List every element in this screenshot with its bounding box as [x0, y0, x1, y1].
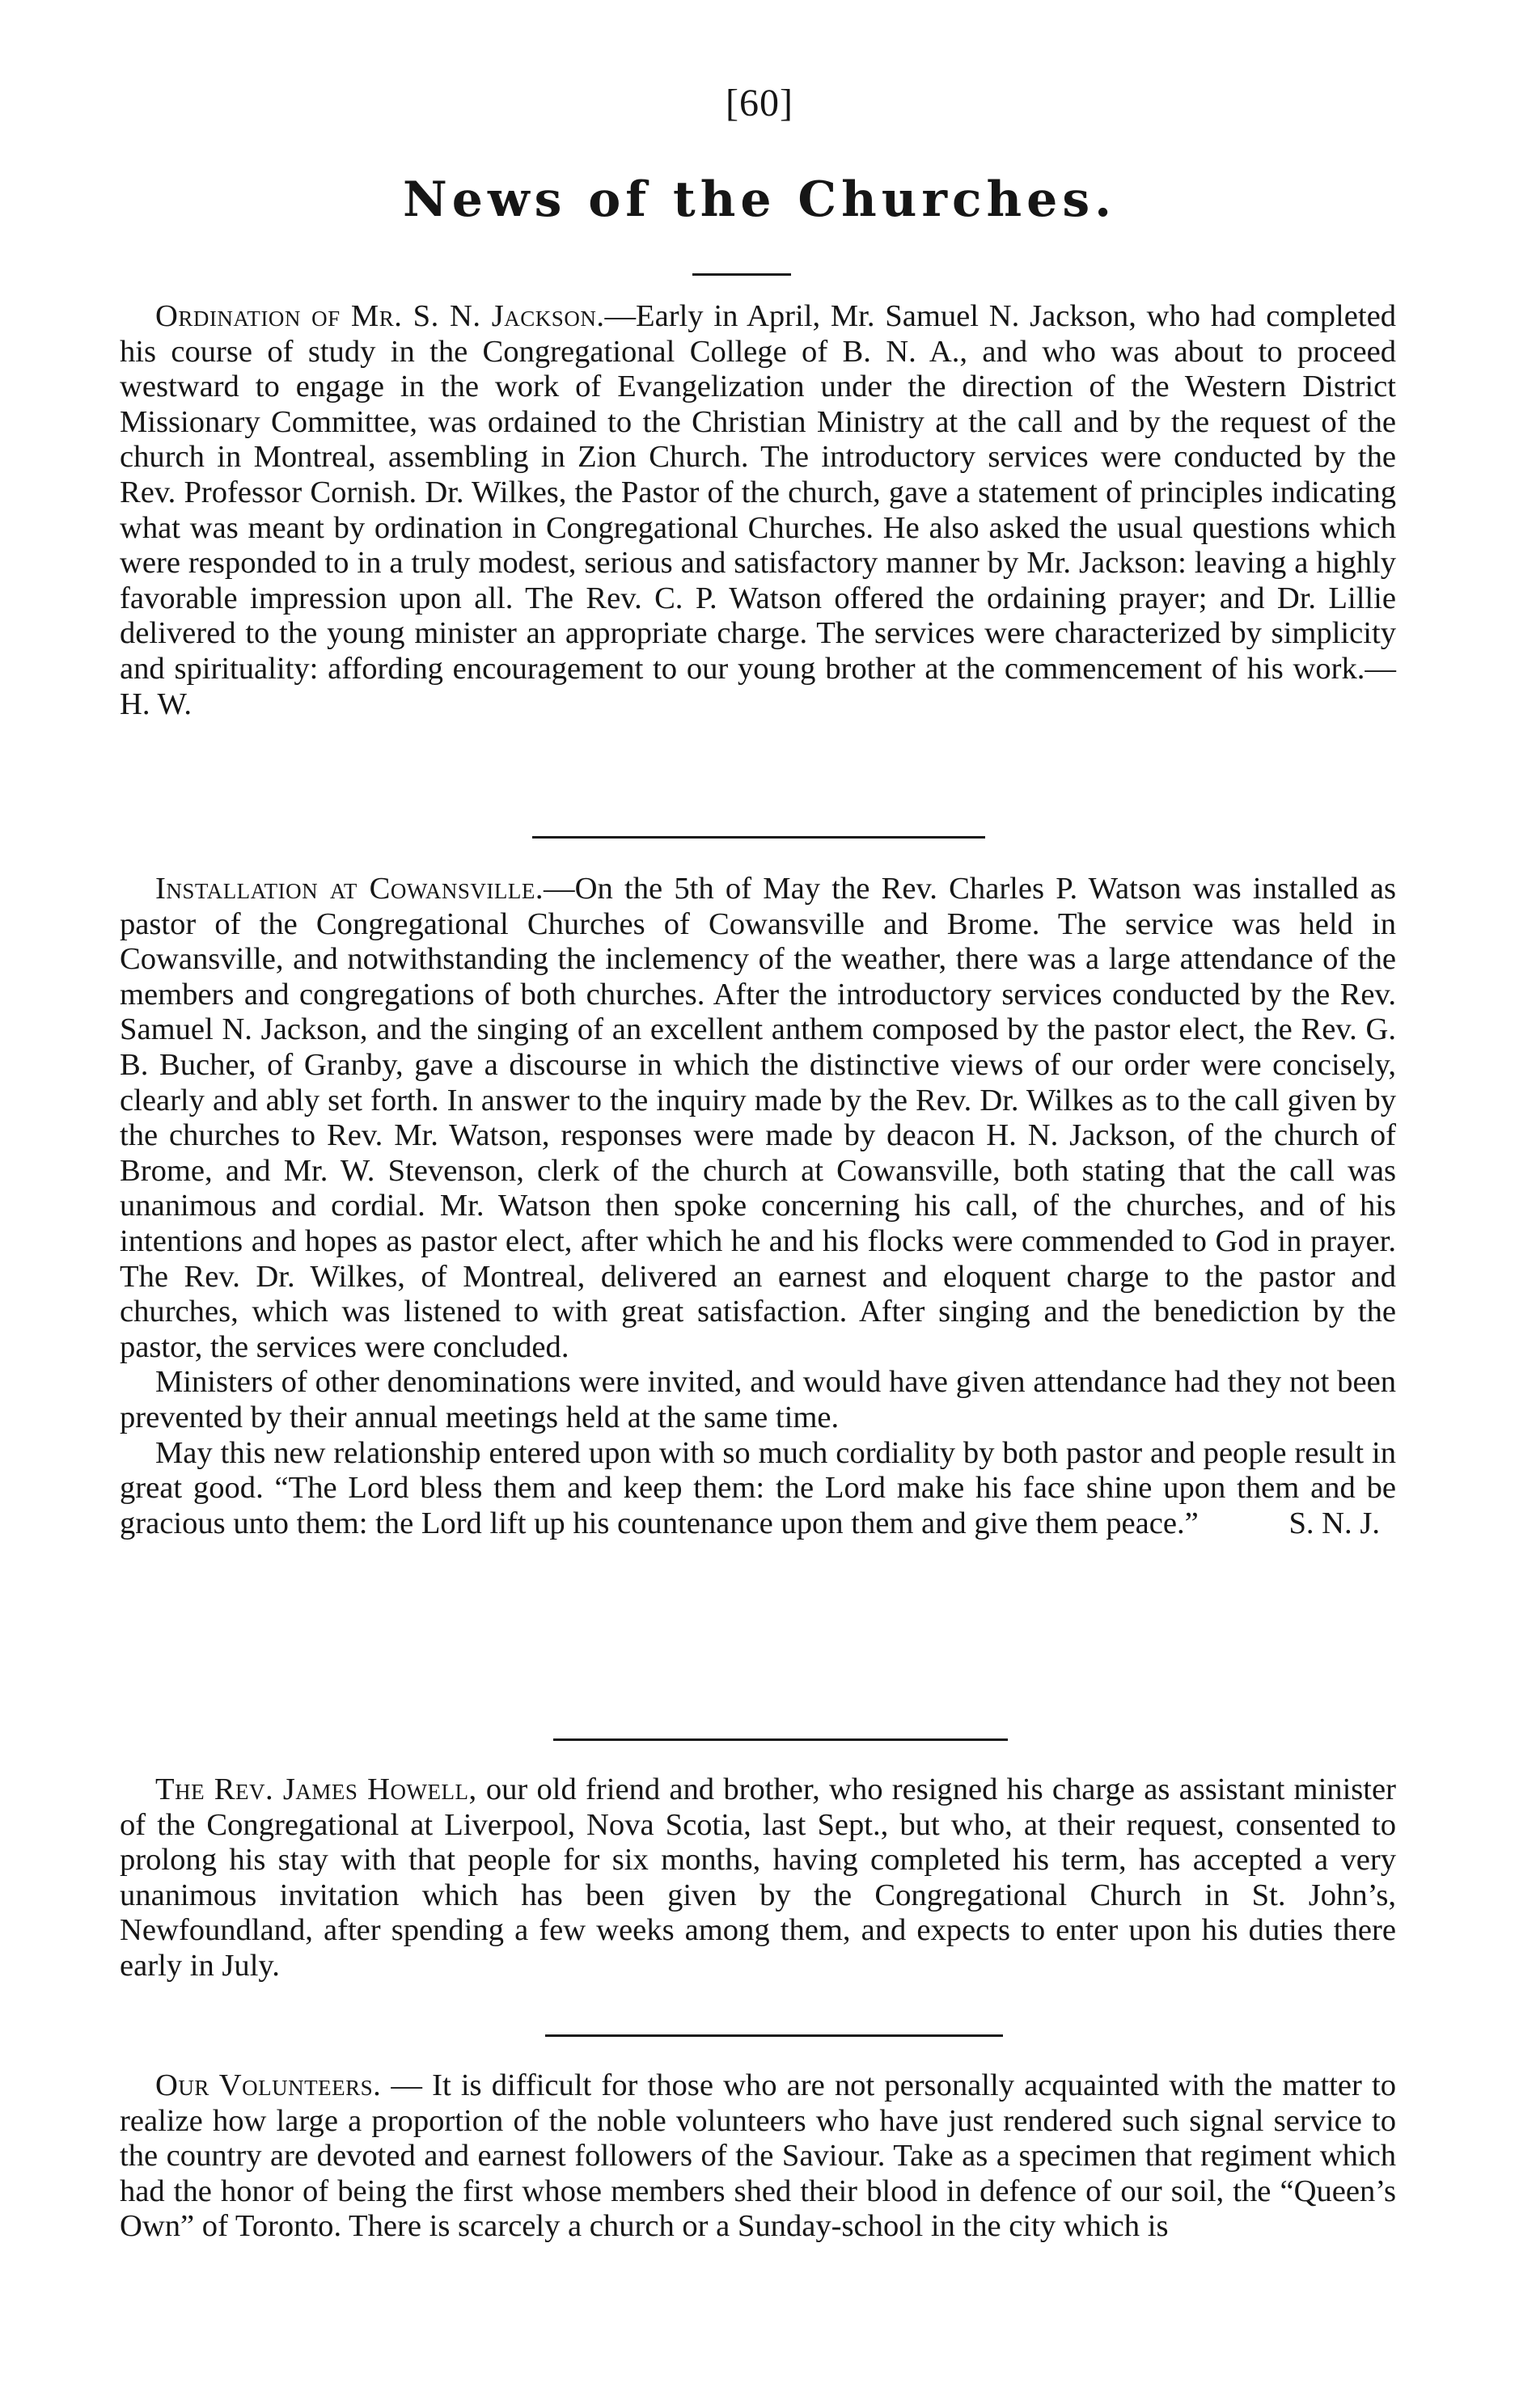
article-paragraph — [120, 872, 1396, 1365]
article-howell — [120, 1772, 1396, 1984]
article-volunteers — [120, 2068, 1396, 2245]
article-divider — [532, 836, 985, 839]
article-body: — It is difficult for those who are not personally acquainted with the matter to realize how large a proportion of the noble volunteers who have just rendered such signal service to the country are devoted and earnest followers of the Saviour. Take as a specimen that regiment which had the honor of being the first whose members shed their blood in defence of our soil, the “Queen’s Own” of Toronto. There is scarcely a church or a Sunday-school in the city which is — [120, 2068, 1396, 2244]
page-number: [60] — [726, 82, 793, 125]
article-paragraph — [120, 2068, 1396, 2245]
article-lead: The Rev. James Howell, — [155, 1772, 477, 1806]
article-lead: Installation at Cowansville. — [155, 872, 544, 906]
section-heading: News of the Churches. — [402, 171, 1117, 228]
article-body: our old friend and brother, who resigned his charge as assistant minister of the Congregational at Liverpool, Nova Scotia, last Sept., but who, at their request, consented to prolong his stay with that people for six months, having completed his term, has accepted a very unanimous invitation which has been given by the Congregational Church in St. John’s, Newfoundland, after spending a few weeks among them, and expects to enter upon his duties there early in July. — [120, 1772, 1396, 1983]
article-paragraph — [120, 1436, 1396, 1542]
article-paragraph — [120, 1772, 1396, 1984]
article-lead: Our Volunteers. — [155, 2068, 382, 2102]
article-lead: Ordination of Mr. S. N. Jackson. — [155, 299, 605, 333]
article-signature: S. N. J. — [1288, 1506, 1380, 1540]
article-divider — [553, 1738, 1008, 1741]
heading-rule — [692, 273, 791, 276]
article-body: —Early in April, Mr. Samuel N. Jackson, who had completed his course of study in the Congregational College of B. N. A., and who was about to proceed westward to engage in the work of Evangelization under the direction of the Western District Missionary Committee, was ordained to the Christian Ministry at the call and by the request of the church in Montreal, assembling in Zion Church. The introductory services were conducted by the Rev. Professor Cornish. Dr. Wilkes, the Pastor of the church, gave a statement of principles indicating what was meant by ordination in Congregational Churches. He also asked the usual questions which were responded to in a truly modest, serious and satisfactory manner by Mr. Jackson: leaving a highly favorable impression upon all. The Rev. C. P. Watson offered the ordaining prayer; and Dr. Lillie delivered to the young minister an appropriate charge. The services were characterized by simplicity and spirituality: affording encouragement to our young brother at the commencement of his work.—H. W. — [120, 299, 1396, 721]
article-body: May this new relationship entered upon with so much cordiality by both pastor and people result in great good. “The Lord bless them and keep them: the Lord make his face shine upon them and be gracious unto them: the Lord lift up his countenance upon them and give them peace.” — [120, 1435, 1396, 1540]
article-paragraph: Ministers of other denominations were invited, and would have given attendance had they not been prevented by their annual meetings held at the same time. — [120, 1365, 1396, 1434]
article-installation — [120, 872, 1396, 1541]
article-paragraph — [120, 299, 1396, 722]
article-divider — [545, 2034, 1003, 2037]
article-body: —On the 5th of May the Rev. Charles P. Watson was installed as pastor of the Congregational Churches of Cowansville and Brome. The service was held in Cowansville, and notwithstanding the inclemency of the weather, there was a large attendance of the members and congregations of both churches. After the introductory services conducted by the Rev. Samuel N. Jackson, and the singing of an excellent anthem composed by the pastor elect, the Rev. G. B. Bucher, of Granby, gave a discourse in which the distinctive views of our order were concisely, clearly and ably set forth. In answer to the inquiry made by the Rev. Dr. Wilkes as to the call given by the churches to Rev. Mr. Watson, responses were made by deacon H. N. Jackson, of the church of Brome, and Mr. W. Stevenson, clerk of the church at Cowansville, both stating that the call was unanimous and cordial. Mr. Watson then spoke concerning his call, of the churches, and of his intentions and hopes as pastor elect, after which he and his flocks were commended to God in prayer. The Rev. Dr. Wilkes, of Montreal, delivered an earnest and eloquent charge to the pastor and churches, which was listened to with great satisfaction. After singing and the benediction by the pastor, the services were concluded. — [120, 872, 1397, 1364]
article-ordination — [120, 299, 1396, 722]
